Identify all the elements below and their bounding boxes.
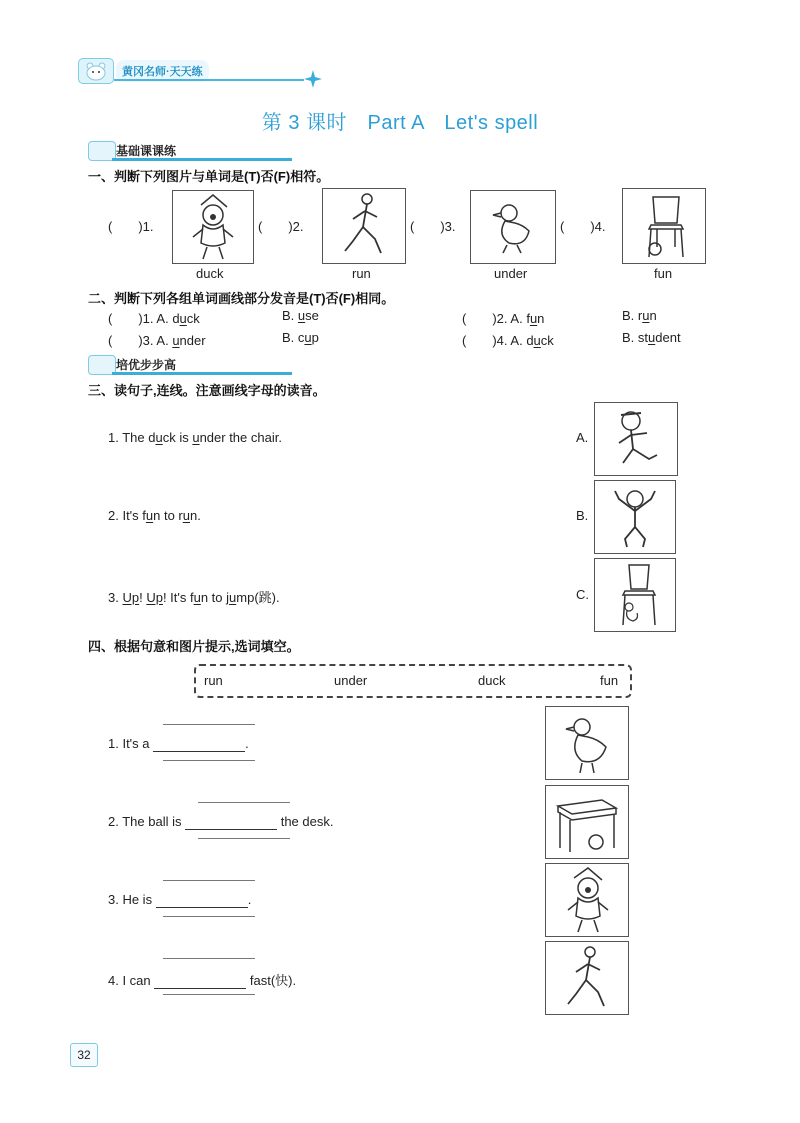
q3-option-a-letter: A. [576, 430, 589, 445]
writing-guide-line [163, 760, 255, 761]
header-divider [114, 79, 304, 81]
q4-sentence-4 [108, 970, 296, 989]
q2-letters: se [305, 308, 319, 323]
underlined-letter: u [192, 430, 200, 445]
q2-paren: ( )4. A. [462, 333, 523, 348]
runner-picture [545, 941, 629, 1015]
sentence-text: mp(跳). [236, 590, 280, 605]
q2-row-2-a[interactable] [462, 308, 544, 327]
answer-blank[interactable] [185, 814, 277, 830]
q1-word-4: fun [654, 266, 673, 281]
sentence-text: 1. The d [108, 430, 156, 445]
underlined-letter: Up [122, 590, 140, 605]
sentence-text: n to r [153, 508, 183, 523]
q2-paren: ( )3. A. [108, 333, 169, 348]
sentence-text: ck is [162, 430, 193, 445]
writing-guide-line [198, 838, 290, 839]
q2-letters: d [526, 333, 534, 348]
q2-row-2-b [622, 308, 657, 323]
underlined-letter: u [145, 508, 154, 523]
section-basic-badge [88, 140, 298, 162]
q2-letters: B. st [622, 330, 649, 345]
underlined-letter: u [229, 590, 237, 605]
q1-word-1: duck [196, 266, 224, 281]
sentence-text: 2. The ball is [108, 814, 182, 829]
page-title: 第 3 课时 Part A Let's spell [261, 112, 539, 134]
q1-answer-4[interactable]: ( )4. [560, 219, 606, 234]
clown-picture [172, 190, 254, 264]
q1-word-2: run [352, 266, 371, 281]
q2-row-3-a[interactable] [108, 330, 206, 349]
word-bank-item: duck [478, 673, 506, 688]
q2-letters: nder [179, 333, 206, 348]
duck-under-chair-picture[interactable] [594, 558, 676, 632]
answer-blank[interactable] [156, 892, 248, 908]
q3-option-c-letter: C. [576, 587, 589, 602]
q2-underlined: u [648, 330, 656, 345]
q1-answer-3[interactable]: ( )3. [410, 219, 456, 234]
sentence-text: . [247, 892, 252, 907]
sentence-text: . [245, 736, 249, 751]
q2-letters: B. r [622, 308, 643, 323]
clown-picture [545, 863, 629, 937]
running-boy-picture[interactable] [594, 402, 678, 476]
q1-answer-1[interactable]: ( )1. [108, 219, 154, 234]
sentence-text: ! [139, 590, 147, 605]
q2-letters: B. [282, 308, 295, 323]
sentence-text: the desk. [280, 814, 334, 829]
q2-underlined: u [533, 333, 541, 348]
q1-heading: 一、判断下列图片与单词是(T)否(F)相符。 [88, 169, 330, 184]
q2-letters: B. c [282, 330, 305, 345]
q2-underlined: u [529, 311, 538, 326]
q2-underlined: u [642, 308, 650, 323]
q3-sentence-3 [108, 587, 280, 606]
sentence-text: 4. I can [108, 973, 151, 988]
duck-picture [545, 706, 629, 780]
q2-row-3-b [282, 330, 319, 345]
q2-paren: ( )2. A. [462, 311, 523, 326]
word-bank-item: under [334, 673, 368, 688]
writing-guide-line [163, 880, 255, 881]
ball-under-desk-picture [545, 785, 629, 859]
q2-underlined: u [304, 330, 312, 345]
page-number: 32 [70, 1043, 98, 1067]
q4-sentence-1 [108, 736, 249, 752]
q2-underlined: u [179, 311, 187, 326]
sentence-text: n to j [200, 590, 230, 605]
writing-guide-line [163, 724, 255, 725]
chair-ball-picture [622, 188, 706, 264]
q2-letters: dent [655, 330, 681, 345]
q2-letters: ck [540, 333, 554, 348]
sentence-text: fast(快). [249, 973, 297, 988]
writing-guide-line [163, 958, 255, 959]
section-divider [112, 158, 292, 161]
q3-sentence-2 [108, 508, 201, 523]
section-divider [112, 372, 292, 375]
header-logo [78, 56, 248, 86]
q1-answer-2[interactable]: ( )2. [258, 219, 304, 234]
runner-picture [322, 188, 406, 264]
q3-heading: 三、读句子,连线。注意画线字母的读音。 [88, 383, 326, 398]
sentence-text: 2. It's f [108, 508, 146, 523]
sentence-text: ! It's f [162, 590, 194, 605]
q2-row-4-a[interactable] [462, 330, 554, 349]
q2-letters: d [172, 311, 180, 326]
q4-sentence-2 [108, 814, 333, 830]
section-advanced-badge [88, 354, 298, 376]
q2-letters: n [649, 308, 657, 323]
answer-blank[interactable] [154, 973, 246, 989]
q4-heading: 四、根据句意和图片提示,选词填空。 [88, 639, 300, 654]
q2-underlined: u [172, 333, 180, 348]
q2-letters: ck [186, 311, 200, 326]
duck-picture [470, 190, 556, 264]
q3-option-b-letter: B. [576, 508, 589, 523]
writing-guide-line [198, 802, 290, 803]
q4-sentence-3 [108, 892, 251, 908]
underlined-letter: u [182, 508, 190, 523]
sentence-text: 3. He is [108, 892, 153, 907]
q3-sentence-1 [108, 430, 282, 445]
q1-word-3: under [494, 266, 528, 281]
word-bank-item: fun [600, 673, 619, 688]
sentence-text: nder the chair. [199, 430, 282, 445]
writing-guide-line [163, 916, 255, 917]
bear-icon [78, 58, 114, 84]
sentence-text: n. [189, 508, 201, 523]
sentence-text: 3. [108, 590, 123, 605]
word-bank-item: run [204, 673, 223, 688]
q2-letters: f [526, 311, 530, 326]
sparkle-icon [304, 70, 322, 88]
section-advanced-label: 培优步步高 [116, 358, 177, 372]
underlined-letter: Up [146, 590, 163, 605]
writing-guide-line [163, 994, 255, 995]
q2-row-1-a[interactable] [108, 308, 200, 327]
word-bank [194, 664, 632, 698]
answer-blank[interactable] [153, 736, 245, 752]
section-basic-label: 基础课课练 [116, 144, 177, 158]
q2-letters: p [311, 330, 319, 345]
brand-text: 黄冈名师·天天练 [116, 60, 209, 82]
q2-underlined: u [297, 308, 306, 323]
q2-row-4-b [622, 330, 681, 345]
sentence-text: 1. It's a [108, 736, 150, 751]
underlined-letter: u [193, 590, 201, 605]
q2-letters: n [537, 311, 545, 326]
q2-heading: 二、判断下列各组单词画线部分发音是(T)否(F)相同。 [88, 291, 395, 306]
q2-paren: ( )1. A. [108, 311, 169, 326]
q2-row-1-b [282, 308, 319, 323]
underlined-letter: u [155, 430, 163, 445]
jumping-kid-picture[interactable] [594, 480, 676, 554]
